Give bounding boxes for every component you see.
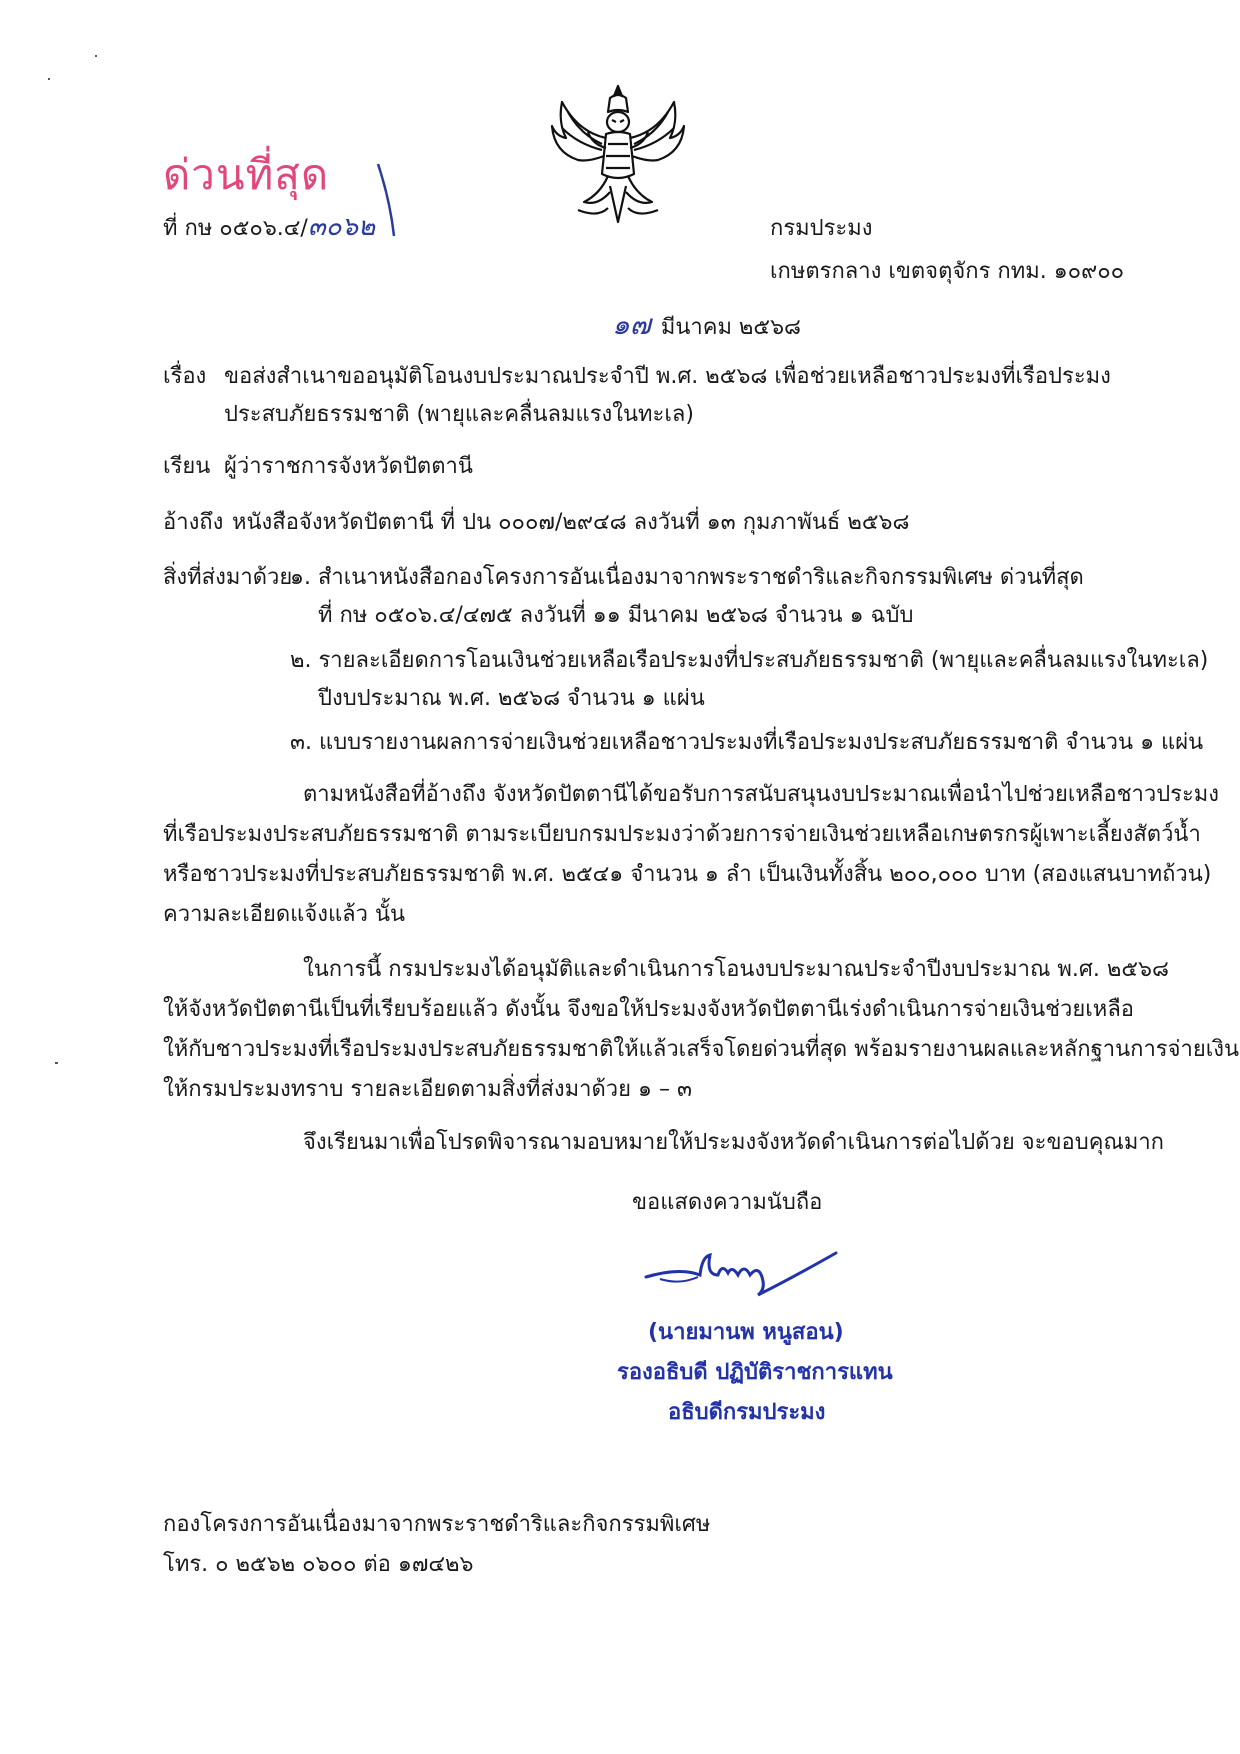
document-date: [612, 310, 801, 343]
salutation-recipient: ผู้ว่าราชการจังหวัดปัตตานี: [224, 454, 473, 479]
date-month-year: มีนาคม ๒๕๖๘: [660, 315, 802, 340]
subject-line-1: ขอส่งสำเนาขออนุมัติโอนงบประมาณประจำปี พ.ศ. ๒๕๖๘ เพื่อช่วยเหลือชาวประมงที่เรือประมง: [224, 364, 1111, 389]
footer-phone: โทร. ๐ ๒๕๖๒ ๐๖๐๐ ต่อ ๑๗๔๒๖: [163, 1552, 474, 1577]
urgent-stamp: ด่วนที่สุด: [163, 150, 330, 199]
scan-speck: [55, 1062, 58, 1064]
body-para-2-line-1: ในการนี้ กรมประมงได้อนุมัติและดำเนินการโอนงบประมาณประจำปีงบประมาณ พ.ศ. ๒๕๖๘: [303, 957, 1169, 982]
enclosure-item-1-line-1: ๑. สำเนาหนังสือกองโครงการอันเนื่องมาจากพระราชดำริและกิจกรรมพิเศษ ด่วนที่สุด: [290, 565, 1084, 590]
subject-label: เรื่อง: [163, 364, 207, 389]
reference-prefix: ที่ กษ ๐๕๐๖.๔/: [163, 216, 308, 241]
office-address: เกษตรกลาง เขตจตุจักร กทม. ๑๐๙๐๐: [770, 259, 1125, 284]
scan-speck: [95, 55, 97, 57]
document-reference: [163, 212, 375, 244]
enclosure-item-2-line-2: ปีงบประมาณ พ.ศ. ๒๕๖๘ จำนวน ๑ แผ่น: [318, 686, 705, 711]
enclosure-item-1-line-2: ที่ กษ ๐๕๐๖.๔/๔๗๕ ลงวันที่ ๑๑ มีนาคม ๒๕๖๘ จำนวน ๑ ฉบับ: [318, 603, 914, 628]
handwritten-slash-icon: [372, 160, 402, 240]
body-para-1-line-2: ที่เรือประมงประสบภัยธรรมชาติ ตามระเบียบกรมประมงว่าด้วยการจ่ายเงินช่วยเหลือเกษตรกรผู้เพาะเลี้ยงสัตว์น้ำ: [163, 822, 1201, 847]
subject-line-2: ประสบภัยธรรมชาติ (พายุและคลื่นลมแรงในทะเล): [224, 402, 694, 427]
enclosure-item-3-line-1: ๓. แบบรายงานผลการจ่ายเงินช่วยเหลือชาวประมงที่เรือประมงประสบภัยธรรมชาติ จำนวน ๑ แผ่น: [290, 730, 1204, 755]
signatory-name: (นายมานพ หนูสอน): [648, 1320, 844, 1345]
handwritten-signature-icon: [640, 1245, 840, 1305]
enclosure-item-2-line-1: ๒. รายละเอียดการโอนเงินช่วยเหลือเรือประมงที่ประสบภัยธรรมชาติ (พายุและคลื่นลมแรงในทะเล): [290, 648, 1209, 673]
date-day-handwritten: ๑๗: [612, 308, 651, 341]
body-para-2-line-2: ให้จังหวัดปัตตานีเป็นที่เรียบร้อยแล้ว ดังนั้น จึงขอให้ประมงจังหวัดปัตตานีเร่งดำเนินการจ่ายเงินช่วยเหลือ: [163, 997, 1135, 1022]
reference-value: หนังสือจังหวัดปัตตานี ที่ ปน ๐๐๐๗/๒๙๔๘ ลงวันที่ ๑๓ กุมภาพันธ์ ๒๕๖๘: [232, 510, 910, 535]
signatory-position-2: อธิบดีกรมประมง: [668, 1400, 826, 1425]
body-para-1-line-3: หรือชาวประมงที่ประสบภัยธรรมชาติ พ.ศ. ๒๕๔๑ จำนวน ๑ ลำ เป็นเงินทั้งสิ้น ๒๐๐,๐๐๐ บาท (สองแสนบาทถ้วน): [163, 862, 1212, 887]
footer-division: กองโครงการอันเนื่องมาจากพระราชดำริและกิจกรรมพิเศษ: [163, 1512, 711, 1537]
body-para-2-line-4: ให้กรมประมงทราบ รายละเอียดตามสิ่งที่ส่งมาด้วย ๑ – ๓: [163, 1077, 692, 1102]
body-para-1-line-4: ความละเอียดแจ้งแล้ว นั้น: [163, 902, 406, 927]
body-para-1-line-1: ตามหนังสือที่อ้างถึง จังหวัดปัตตานีได้ขอรับการสนับสนุนงบประมาณเพื่อนำไปช่วยเหลือชาวประมง: [303, 782, 1220, 807]
complimentary-close: ขอแสดงความนับถือ: [632, 1190, 823, 1215]
body-para-2-line-3: ให้กับชาวประมงที่เรือประมงประสบภัยธรรมชาติให้แล้วเสร็จโดยด่วนที่สุด พร้อมรายงานผลและหลักฐานการจ่ายเงิน: [163, 1037, 1240, 1062]
garuda-emblem-icon: [548, 82, 688, 230]
salutation-label: เรียน: [163, 454, 211, 479]
signatory-position-1: รองอธิบดี ปฏิบัติราชการแทน: [617, 1360, 893, 1385]
office-name: กรมประมง: [770, 216, 873, 241]
enclosures-label: สิ่งที่ส่งมาด้วย: [163, 565, 293, 590]
closing-request: จึงเรียนมาเพื่อโปรดพิจารณามอบหมายให้ประมงจังหวัดดำเนินการต่อไปด้วย จะขอบคุณมาก: [303, 1130, 1164, 1155]
reference-number-handwritten: ๓๐๖๒: [307, 212, 376, 242]
reference-label: อ้างถึง: [163, 510, 224, 535]
scan-speck: [48, 78, 50, 80]
